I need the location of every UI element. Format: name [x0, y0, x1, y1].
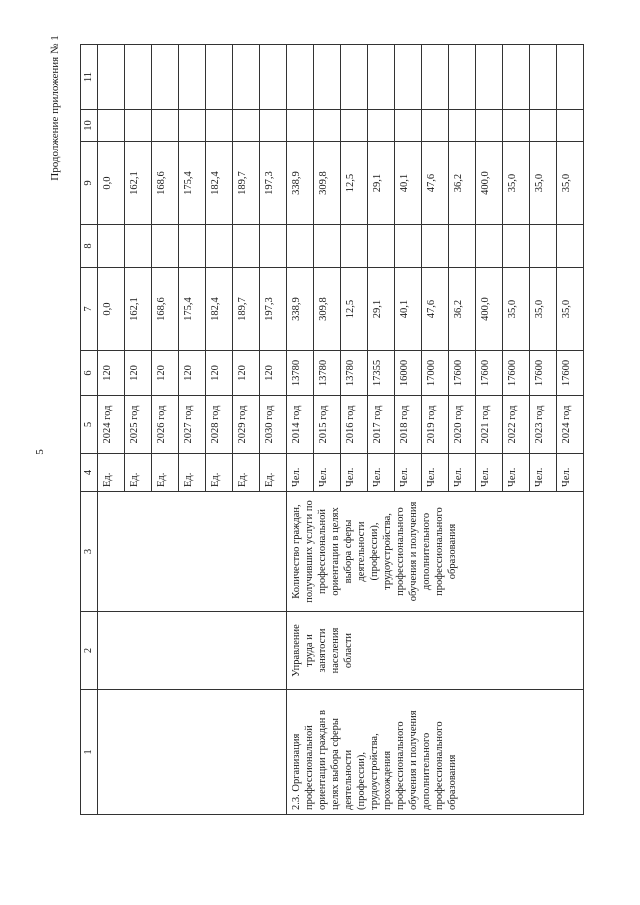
page-number: 5: [34, 449, 46, 455]
cell-c8: [287, 225, 314, 268]
group1-col1: [98, 690, 287, 815]
cell-c6: 120: [125, 351, 152, 396]
cell-c8: [152, 225, 179, 268]
cell-unit: Ед.: [98, 454, 125, 492]
cell-year: 2023 год: [530, 396, 557, 454]
cell-c11: [260, 45, 287, 110]
cell-c10: [557, 110, 584, 142]
cell-c6: 17600: [449, 351, 476, 396]
cell-c6: 17355: [368, 351, 395, 396]
cell-unit: Ед.: [152, 454, 179, 492]
cell-c10: [152, 110, 179, 142]
cell-c9: 35,0: [503, 142, 530, 225]
cell-c6: 17000: [422, 351, 449, 396]
cell-c8: [422, 225, 449, 268]
cell-c8: [314, 225, 341, 268]
cell-unit: Чел.: [395, 454, 422, 492]
cell-c11: [341, 45, 368, 110]
group1-col3: [98, 492, 287, 612]
cell-c7: 168,6: [152, 268, 179, 351]
cell-c9: 309,8: [314, 142, 341, 225]
cell-c7: 29,1: [368, 268, 395, 351]
executor: Управление труда и занятости населения области: [287, 612, 584, 690]
continuation-label: Продолжение приложения № 1: [49, 35, 61, 181]
cell-unit: Чел.: [422, 454, 449, 492]
cell-c6: 17600: [530, 351, 557, 396]
cell-c10: [179, 110, 206, 142]
cell-year: 2017 год: [368, 396, 395, 454]
cell-c6: 17600: [557, 351, 584, 396]
cell-c11: [233, 45, 260, 110]
cell-c8: [98, 225, 125, 268]
cell-c7: 338,9: [287, 268, 314, 351]
cell-year: 2030 год: [260, 396, 287, 454]
measure-name: 2.3. Организация профессиональной ориентации граждан в целях выбора сферы деятельности (профессии), трудоустройства, прохождения профессионального обучения и получения дополнительного профессионального образования: [287, 690, 584, 815]
cell-c7: 40,1: [395, 268, 422, 351]
cell-c8: [125, 225, 152, 268]
cell-c10: [503, 110, 530, 142]
header-cell: 11: [81, 45, 98, 110]
cell-c9: 162,1: [125, 142, 152, 225]
cell-year: 2024 год: [98, 396, 125, 454]
cell-c9: 29,1: [368, 142, 395, 225]
cell-unit: Чел.: [476, 454, 503, 492]
cell-c7: 189,7: [233, 268, 260, 351]
cell-unit: Ед.: [206, 454, 233, 492]
cell-year: 2016 год: [341, 396, 368, 454]
cell-year: 2018 год: [395, 396, 422, 454]
cell-c7: 197,3: [260, 268, 287, 351]
table-row: [287, 45, 314, 815]
cell-c10: [476, 110, 503, 142]
header-cell: 8: [81, 225, 98, 268]
cell-c9: 168,6: [152, 142, 179, 225]
cell-c11: [287, 45, 314, 110]
cell-c6: 120: [98, 351, 125, 396]
cell-year: 2028 год: [206, 396, 233, 454]
cell-c8: [449, 225, 476, 268]
cell-c11: [179, 45, 206, 110]
cell-c10: [287, 110, 314, 142]
cell-c11: [503, 45, 530, 110]
cell-c9: 338,9: [287, 142, 314, 225]
cell-c11: [98, 45, 125, 110]
cell-c8: [233, 225, 260, 268]
cell-unit: Чел.: [287, 454, 314, 492]
cell-c7: 182,4: [206, 268, 233, 351]
cell-c10: [314, 110, 341, 142]
cell-c11: [152, 45, 179, 110]
cell-c6: 120: [233, 351, 260, 396]
cell-c9: 36,2: [449, 142, 476, 225]
cell-c9: 400,0: [476, 142, 503, 225]
cell-c6: 16000: [395, 351, 422, 396]
indicator: Количество граждан, получивших услуги по профессиональной ориентации в целях выбора сферы деятельности (профессии), трудоустройства, профессионального обучения и получения дополнительного профессионального образования: [287, 492, 584, 612]
rotated-table-container: [80, 45, 625, 815]
cell-c10: [206, 110, 233, 142]
cell-unit: Ед.: [233, 454, 260, 492]
cell-c9: 47,6: [422, 142, 449, 225]
cell-c11: [206, 45, 233, 110]
cell-c11: [557, 45, 584, 110]
cell-unit: Чел.: [314, 454, 341, 492]
cell-c10: [233, 110, 260, 142]
cell-c10: [125, 110, 152, 142]
cell-c10: [98, 110, 125, 142]
header-cell: 1: [81, 690, 98, 815]
cell-c11: [314, 45, 341, 110]
cell-c9: 197,3: [260, 142, 287, 225]
cell-unit: Ед.: [260, 454, 287, 492]
cell-c6: 13780: [341, 351, 368, 396]
cell-c8: [395, 225, 422, 268]
cell-c6: 17600: [476, 351, 503, 396]
cell-c10: [449, 110, 476, 142]
cell-c10: [368, 110, 395, 142]
cell-c8: [476, 225, 503, 268]
cell-c9: 35,0: [557, 142, 584, 225]
cell-c7: 400,0: [476, 268, 503, 351]
cell-unit: Чел.: [341, 454, 368, 492]
cell-c7: 35,0: [557, 268, 584, 351]
cell-c6: 17600: [503, 351, 530, 396]
cell-c9: 12,5: [341, 142, 368, 225]
cell-c11: [395, 45, 422, 110]
cell-c8: [503, 225, 530, 268]
cell-c8: [368, 225, 395, 268]
cell-c8: [557, 225, 584, 268]
cell-c7: 162,1: [125, 268, 152, 351]
cell-c11: [449, 45, 476, 110]
header-cell: 3: [81, 492, 98, 612]
cell-c7: 12,5: [341, 268, 368, 351]
cell-year: 2026 год: [152, 396, 179, 454]
header-cell: 4: [81, 454, 98, 492]
cell-year: 2027 год: [179, 396, 206, 454]
cell-c10: [341, 110, 368, 142]
cell-c10: [395, 110, 422, 142]
table-row: [98, 45, 125, 815]
cell-year: 2015 год: [314, 396, 341, 454]
cell-c11: [368, 45, 395, 110]
cell-c6: 120: [206, 351, 233, 396]
cell-c7: 309,8: [314, 268, 341, 351]
header-row: [81, 45, 98, 815]
cell-c6: 120: [260, 351, 287, 396]
cell-unit: Чел.: [503, 454, 530, 492]
cell-year: 2022 год: [503, 396, 530, 454]
cell-c6: 13780: [287, 351, 314, 396]
header-cell: 9: [81, 142, 98, 225]
cell-unit: Ед.: [179, 454, 206, 492]
cell-c11: [422, 45, 449, 110]
cell-c9: 40,1: [395, 142, 422, 225]
cell-c6: 120: [179, 351, 206, 396]
cell-c8: [206, 225, 233, 268]
cell-year: 2014 год: [287, 396, 314, 454]
cell-c9: 0,0: [98, 142, 125, 225]
cell-year: 2020 год: [449, 396, 476, 454]
cell-c7: 0,0: [98, 268, 125, 351]
cell-c7: 47,6: [422, 268, 449, 351]
cell-unit: Чел.: [368, 454, 395, 492]
cell-c7: 175,4: [179, 268, 206, 351]
cell-c8: [341, 225, 368, 268]
cell-c7: 35,0: [503, 268, 530, 351]
cell-c10: [260, 110, 287, 142]
group1-col2: [98, 612, 287, 690]
header-cell: 10: [81, 110, 98, 142]
cell-c8: [179, 225, 206, 268]
cell-unit: Ед.: [125, 454, 152, 492]
cell-c11: [530, 45, 557, 110]
appendix-table: [80, 44, 584, 815]
cell-unit: Чел.: [530, 454, 557, 492]
cell-c9: 35,0: [530, 142, 557, 225]
cell-year: 2019 год: [422, 396, 449, 454]
cell-unit: Чел.: [449, 454, 476, 492]
cell-year: 2021 год: [476, 396, 503, 454]
cell-c7: 35,0: [530, 268, 557, 351]
cell-year: 2029 год: [233, 396, 260, 454]
cell-c8: [260, 225, 287, 268]
header-cell: 7: [81, 268, 98, 351]
cell-c11: [476, 45, 503, 110]
cell-unit: Чел.: [557, 454, 584, 492]
cell-c10: [530, 110, 557, 142]
cell-c9: 182,4: [206, 142, 233, 225]
cell-year: 2024 год: [557, 396, 584, 454]
cell-c6: 13780: [314, 351, 341, 396]
cell-c10: [422, 110, 449, 142]
header-cell: 5: [81, 396, 98, 454]
cell-c9: 175,4: [179, 142, 206, 225]
cell-c6: 120: [152, 351, 179, 396]
cell-c7: 36,2: [449, 268, 476, 351]
cell-c9: 189,7: [233, 142, 260, 225]
cell-c11: [125, 45, 152, 110]
header-cell: 6: [81, 351, 98, 396]
cell-year: 2025 год: [125, 396, 152, 454]
header-cell: 2: [81, 612, 98, 690]
cell-c8: [530, 225, 557, 268]
